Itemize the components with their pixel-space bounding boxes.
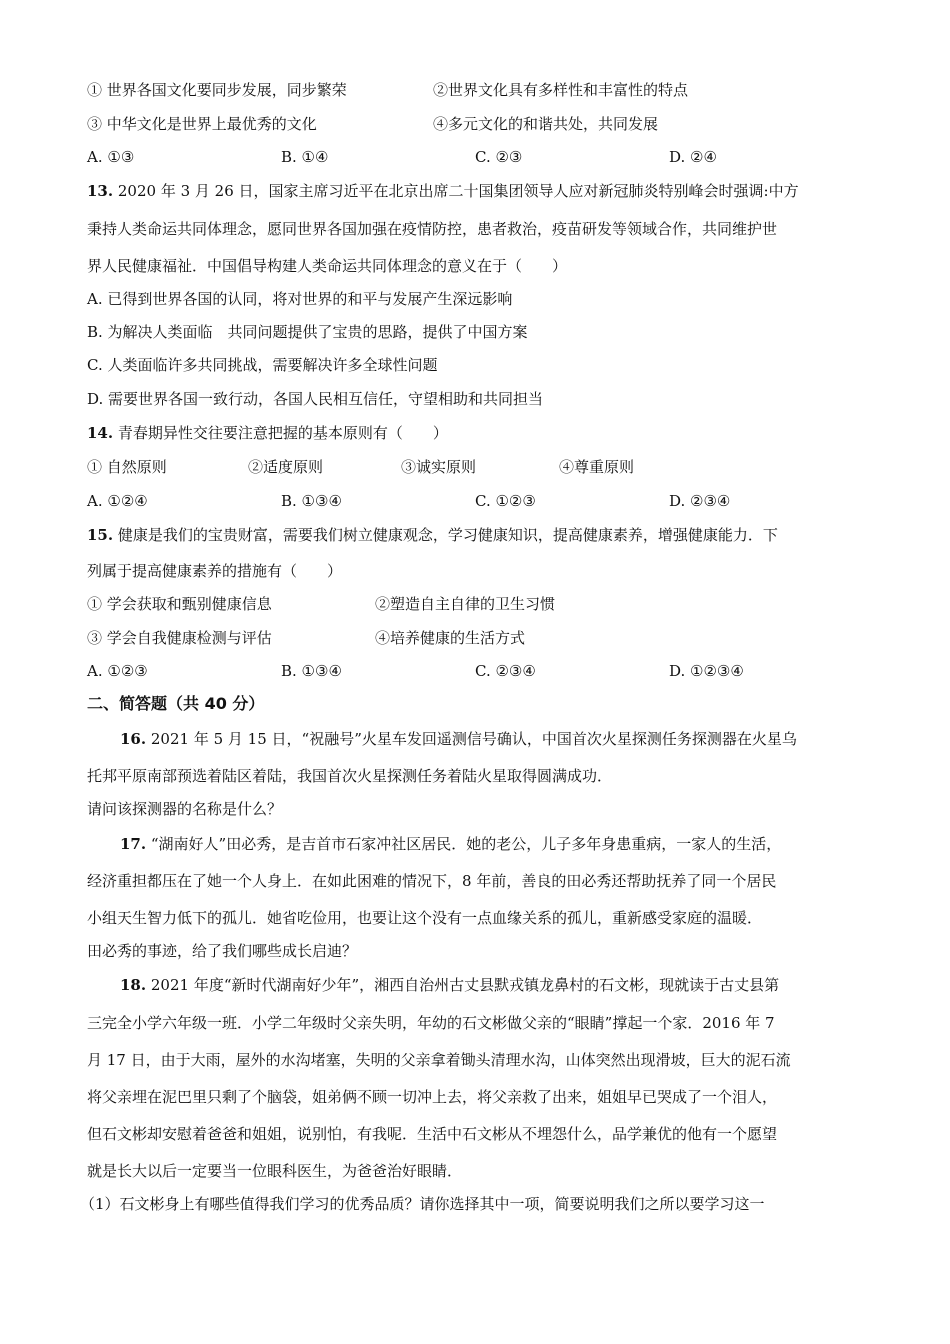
q17-number: 17. [120,835,147,853]
q18-stem-line-3: 月 17 日，由于大雨，屋外的水沟堵塞，失明的父亲拿着锄头清理水沟，山体突然出现滑坡，巨大的泥石流 [87,1051,791,1069]
q12-statement-2: ②世界文化具有多样性和丰富性的特点 [433,81,689,99]
q16-stem-line-1 [120,729,797,749]
q12-option-c: C. ②③ [475,148,523,166]
q14-statement-3: ③诚实原则 [401,458,477,476]
q18-stem-line-6: 就是长大以后一定要当一位眼科医生，为爸爸治好眼睛． [87,1162,463,1180]
q16-question: 请问该探测器的名称是什么？ [87,800,283,818]
q14-option-c: C. ①②③ [475,492,536,510]
q18-stem-line-1 [120,975,779,995]
q18-number: 18. [120,976,147,994]
q13-option-a: A. 已得到世界各国的认同，将对世界的和平与发展产生深远影响 [87,290,513,308]
q14-option-d: D. ②③④ [669,492,731,510]
q13-option-c: C. 人类面临许多共同挑战，需要解决许多全球性问题 [87,356,438,374]
q18-stem-line-2: 三完全小学六年级一班．小学二年级时父亲失明，年幼的石文彬做父亲的“眼睛”撑起一个家．2016 年 7 [87,1014,775,1032]
q12-option-d: D. ②④ [669,148,717,166]
q14-option-b: B. ①③④ [281,492,342,510]
q14-statement-2: ②适度原则 [248,458,324,476]
q18-stem-line-4: 将父亲埋在泥巴里只剩了个脑袋，姐弟俩不顾一切冲上去，将父亲救了出来，姐姐早已哭成了一个泪人， [87,1088,778,1106]
q17-stem-line-2: 经济重担都压在了她一个人身上．在如此困难的情况下，8 年前，善良的田必秀还帮助抚养了同一个居民 [87,872,777,890]
q18-stem-line-5: 但石文彬却安慰着爸爸和姐姐，说别怕，有我呢．生活中石文彬从不埋怨什么，品学兼优的他有一个愿望 [87,1125,778,1143]
q15-statement-2: ②塑造自主自律的卫生习惯 [375,595,556,613]
q16-stem-text: 2021 年 5 月 15 日，“祝融号”火星车发回遥测信号确认，中国首次火星探测任务探测器在火星乌 [150,730,797,748]
q17-stem-line-3: 小组天生智力低下的孤儿．她省吃俭用，也要让这个没有一点血缘关系的孤儿，重新感受家庭的温暖． [87,909,763,927]
q13-stem-line-2: 秉持人类命运共同体理念，愿同世界各国加强在疫情防控，患者救治，疫苗研发等领域合作，共同维护世 [87,220,778,238]
q14-stem [87,423,448,443]
q15-statement-4: ④培养健康的生活方式 [375,629,526,647]
q12-statement-4: ④多元文化的和谐共处，共同发展 [433,115,659,133]
q17-stem-line-1 [120,834,781,854]
q13-stem-text: 2020 年 3 月 26 日，国家主席习近平在北京出席二十国集团领导人应对新冠肺炎特别峰会时强调:中方 [117,182,799,200]
q12-statement-3: ③ 中华文化是世界上最优秀的文化 [87,115,317,133]
q18-part-1: （1）石文彬身上有哪些值得我们学习的优秀品质？请你选择其中一项，简要说明我们之所以要学习这一 [80,1195,765,1213]
q16-stem-line-2: 托邦平原南部预选着陆区着陆，我国首次火星探测任务着陆火星取得圆满成功． [87,767,613,785]
q15-statement-1: ① 学会获取和甄别健康信息 [87,595,272,613]
q12-option-a: A. ①③ [87,148,135,166]
q15-option-d: D. ①②③④ [669,662,744,680]
q17-stem-text: “湖南好人”田必秀，是吉首市石家冲社区居民．她的老公，儿子多年身患重病，一家人的生活， [150,835,782,853]
q15-number: 15. [87,526,114,544]
q14-option-a: A. ①②④ [87,492,148,510]
q13-option-d: D. 需要世界各国一致行动，各国人民相互信任，守望相助和共同担当 [87,390,544,408]
q17-question: 田必秀的事迹，给了我们哪些成长启迪？ [87,942,358,960]
q16-number: 16. [120,730,147,748]
q14-number: 14. [87,424,114,442]
q13-stem-line-1 [87,181,799,201]
q18-stem-text: 2021 年度“新时代湖南好少年”，湘西自治州古丈县默戎镇龙鼻村的石文彬，现就读于古丈县第 [150,976,780,994]
q15-stem-line-1 [87,525,778,545]
q15-option-c: C. ②③④ [475,662,536,680]
q12-option-b: B. ①④ [281,148,329,166]
q13-stem-line-3: 界人民健康福祉．中国倡导构建人类命运共同体理念的意义在于（ ） [87,257,568,275]
q15-statement-3: ③ 学会自我健康检测与评估 [87,629,272,647]
q14-stem-text: 青春期异性交往要注意把握的基本原则有（ ） [117,424,448,442]
q13-option-b: B. 为解决人类面临 共同问题提供了宝贵的思路，提供了中国方案 [87,323,528,341]
q15-option-b: B. ①③④ [281,662,342,680]
q15-option-a: A. ①②③ [87,662,148,680]
q14-statement-1: ① 自然原则 [87,458,167,476]
q15-stem-line-2: 列属于提高健康素养的措施有（ ） [87,562,343,580]
q12-statement-1: ① 世界各国文化要同步发展，同步繁荣 [87,81,347,99]
section-heading-short-answer: 二、简答题（共 40 分） [87,694,265,713]
q15-stem-text: 健康是我们的宝贵财富，需要我们树立健康观念，学习健康知识，提高健康素养，增强健康能力．下 [117,526,778,544]
q13-number: 13. [87,182,114,200]
q14-statement-4: ④尊重原则 [559,458,635,476]
